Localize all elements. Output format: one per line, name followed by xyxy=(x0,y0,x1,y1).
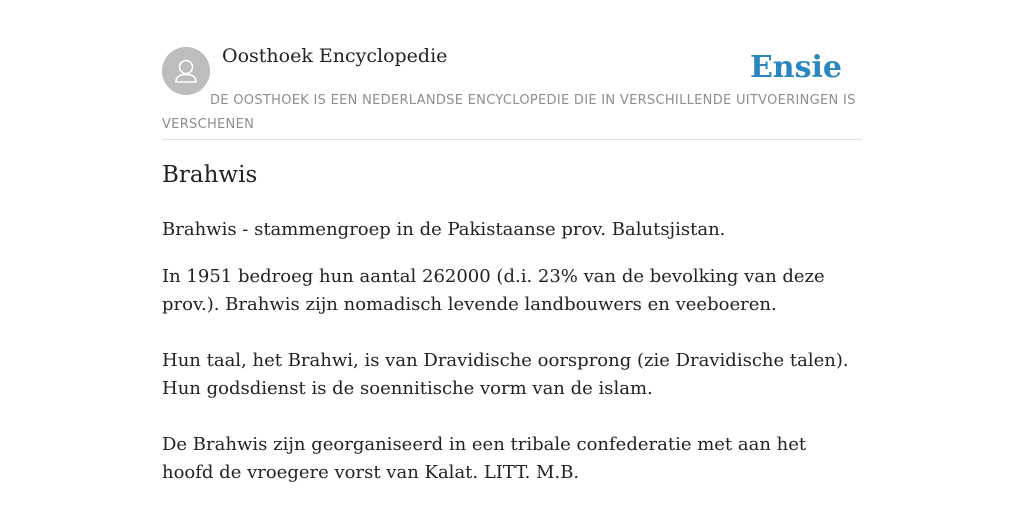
brand-logo-link[interactable]: Ensie xyxy=(749,50,842,85)
user-silhouette-icon[interactable] xyxy=(162,47,210,95)
article-body xyxy=(162,216,862,512)
source-header xyxy=(162,0,862,140)
article-title: Brahwis xyxy=(162,162,258,188)
content-container xyxy=(162,0,862,483)
article-paragraph: In 1951 bedroeg hun aantal 262000 (d.i. 23% van de bevolking van deze prov.). Brahwis zijn nomadisch levende landbouwers en veeboeren. xyxy=(162,266,825,315)
source-name-link[interactable]: Oosthoek Encyclopedie xyxy=(222,45,448,67)
article-paragraph: De Brahwis zijn georganiseerd in een tribale confederatie met aan het hoofd de vroegere vorst van Kalat. LITT. M.B. xyxy=(162,434,807,483)
source-description: DE OOSTHOEK IS EEN NEDERLANDSE ENCYCLOPEDIE DIE IN VERSCHILLENDE UITVOERINGEN IS VERSCHENEN xyxy=(162,93,856,132)
article-paragraph: Hun taal, het Brahwi, is van Dravidische oorsprong (zie Dravidische talen). Hun godsdienst is de soennitische vorm van de islam. xyxy=(162,350,849,399)
article-definition: Brahwis - stammengroep in de Pakistaanse prov. Balutsjistan. xyxy=(162,219,726,240)
